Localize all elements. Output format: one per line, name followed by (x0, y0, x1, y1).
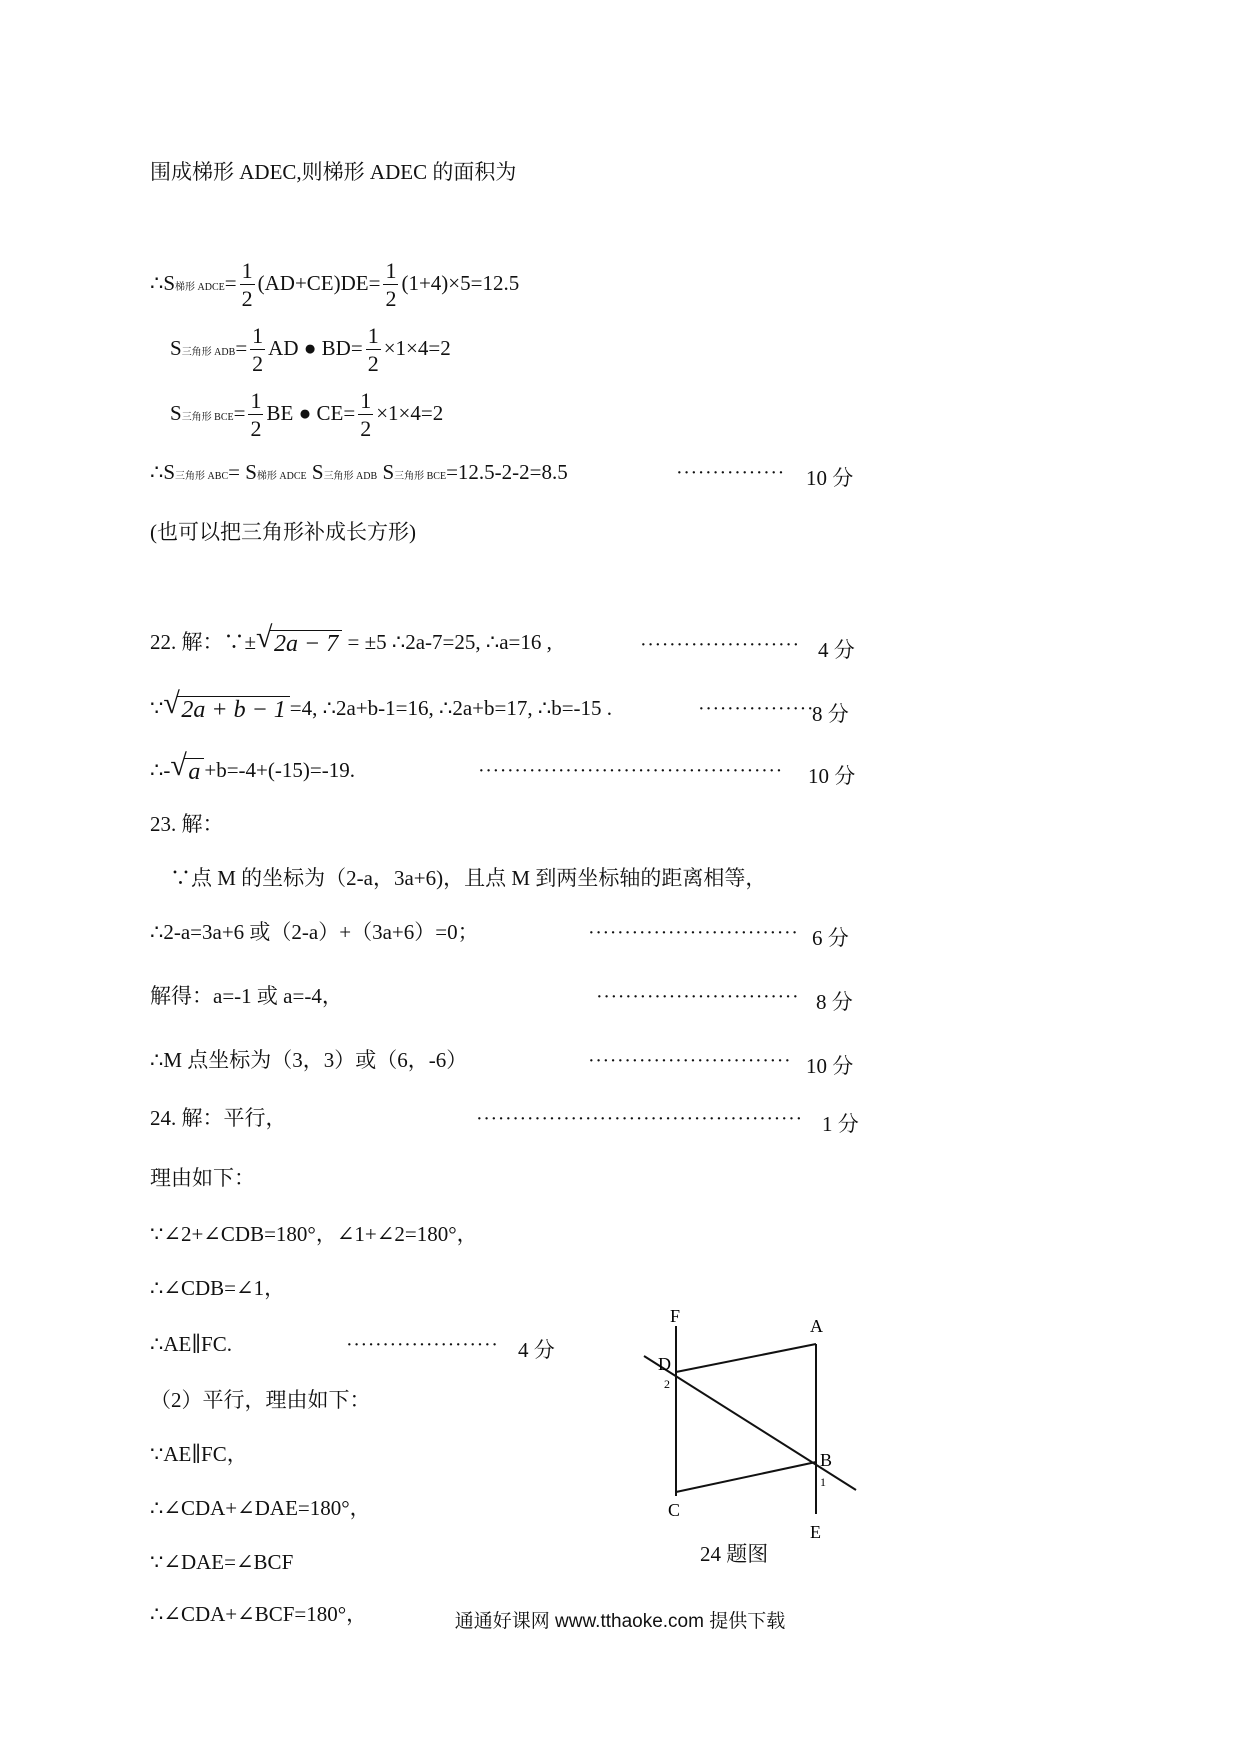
text: S (311, 460, 324, 484)
denominator: 2 (385, 286, 397, 311)
subscript: 梯形 ADCE (256, 471, 307, 482)
sqrt-expression (256, 621, 342, 658)
text: ×1×4=2 (383, 335, 451, 360)
q24-line-6: （2）平行，理由如下： (150, 1388, 371, 1412)
sqrt-expression (163, 687, 289, 724)
fraction-half (240, 260, 255, 310)
dot-leader: ················ (698, 698, 815, 720)
score-4: 4 分 (518, 1338, 555, 1362)
text: BE ● CE= (266, 400, 356, 425)
numerator: 1 (385, 258, 397, 283)
subscript: 三角形 ADB (323, 471, 378, 482)
score-10: 10 分 (806, 466, 854, 490)
radical-sign-icon: √ (163, 687, 180, 721)
label-e: E (810, 1522, 821, 1542)
text: = (235, 335, 248, 360)
radical-sign-icon: √ (256, 621, 273, 655)
text: +b=-4+(-15)=-19. (204, 758, 355, 782)
fraction-half (383, 260, 398, 310)
subscript: 三角形 BCE (394, 471, 447, 482)
numerator: 1 (360, 388, 372, 413)
subscript: 三角形 BCE (181, 411, 234, 423)
dot-leader: ··············· (676, 462, 785, 484)
numerator: 1 (241, 258, 253, 283)
text: 22. 解：∵± (150, 630, 257, 654)
dot-leader: ···························· (588, 1050, 792, 1072)
score-4: 4 分 (818, 638, 855, 662)
dot-leader: ····························· (588, 922, 799, 944)
text: S (170, 335, 182, 360)
score-6: 6 分 (812, 926, 849, 950)
q24-line-8: ∴∠CDA+∠DAE=180°， (150, 1496, 371, 1520)
denominator: 2 (360, 416, 372, 441)
text: ∵ (150, 696, 164, 720)
q24-line-3: ∵∠2+∠CDB=180°，∠1+∠2=180°， (150, 1222, 478, 1246)
text: =12.5-2-2=8.5 (446, 460, 568, 484)
text: (1+4)×5=12.5 (401, 270, 520, 295)
subscript: 三角形 ABC (175, 471, 229, 482)
page-footer: 通通好课网 www.tthaoke.com 提供下载 (454, 1611, 786, 1632)
fraction-half (358, 390, 373, 440)
label-a: A (810, 1316, 823, 1336)
q22-line-1 (150, 621, 552, 658)
alt-note: (也可以把三角形补成长方形) (150, 520, 416, 544)
label-c: C (668, 1500, 681, 1520)
dot-leader: ······················ (640, 634, 800, 656)
numerator: 1 (250, 388, 262, 413)
text: S (382, 460, 395, 484)
q24-line-10: ∴∠CDA+∠BCF=180°， (150, 1602, 368, 1626)
text: ∴- (150, 758, 171, 782)
subscript: 三角形 ADB (181, 346, 236, 358)
score-8: 8 分 (816, 990, 853, 1014)
label-f: F (670, 1306, 681, 1326)
fraction-half (248, 390, 263, 440)
q24-line-7: ∵AE∥FC， (150, 1442, 248, 1466)
denominator: 2 (241, 286, 253, 311)
label-b: B (820, 1450, 833, 1470)
denominator: 2 (250, 416, 262, 441)
trapezoid-intro: 围成梯形 ADEC,则梯形 ADEC 的面积为 (150, 160, 517, 184)
segment-cb (676, 1462, 816, 1492)
score-10: 10 分 (808, 764, 856, 788)
trapezoid-area-line (150, 260, 519, 310)
subscript: 梯形 ADCE (175, 281, 225, 293)
q24-line-4: ∴∠CDB=∠1， (150, 1276, 286, 1300)
fraction-half (250, 325, 265, 375)
text: = (233, 400, 246, 425)
radicand: a (184, 758, 204, 785)
triangle-abc-area-line (150, 458, 568, 491)
label-angle-2: 2 (664, 1377, 670, 1391)
q23-line-2: ∴2-a=3a+6 或（2-a）+（3a+6）=0； (150, 920, 479, 944)
text: (AD+CE)DE= (257, 270, 381, 295)
radicand: 2a − 7 (270, 630, 342, 657)
q24-line-9: ∵∠DAE=∠BCF (150, 1550, 294, 1574)
text: S (170, 400, 182, 425)
sqrt-expression (170, 749, 204, 786)
text: = S (228, 460, 257, 484)
segment-da (676, 1344, 816, 1372)
figure-caption: 24 题图 (700, 1542, 769, 1566)
q23-line-1: ∵点 M 的坐标为（2-a，3a+6)，且点 M 到两坐标轴的距离相等， (170, 866, 767, 890)
label-angle-1: 1 (820, 1475, 826, 1489)
text: ∴S (150, 460, 176, 484)
text: = ±5 ∴2a-7=25, ∴a=16 , (342, 630, 552, 654)
q24-line-5: ∴AE∥FC. (150, 1332, 232, 1356)
q24-figure (630, 1300, 870, 1560)
text: ×1×4=2 (376, 400, 444, 425)
text: =4, ∴2a+b-1=16, ∴2a+b=17, ∴b=-15 . (289, 696, 613, 720)
label-d: D (658, 1354, 671, 1374)
score-1: 1 分 (822, 1112, 859, 1136)
triangle-bce-area-line (170, 390, 443, 440)
q23-title: 23. 解： (150, 812, 224, 836)
text: = (224, 270, 237, 295)
text: AD ● BD= (268, 335, 363, 360)
score-8: 8 分 (812, 702, 849, 726)
triangle-adb-area-line (170, 325, 451, 375)
fraction-half (366, 325, 381, 375)
q24-line-1: 24. 解：平行， (150, 1106, 287, 1130)
dot-leader: ····················· (346, 1334, 499, 1356)
denominator: 2 (252, 351, 264, 376)
score-10: 10 分 (806, 1054, 854, 1078)
dot-leader: ············································· (476, 1108, 803, 1130)
q22-line-2 (150, 687, 613, 724)
q23-line-4: ∴M 点坐标为（3，3）或（6，-6） (150, 1048, 468, 1072)
q23-line-3: 解得：a=-1 或 a=-4， (150, 984, 343, 1008)
numerator: 1 (252, 323, 264, 348)
numerator: 1 (367, 323, 379, 348)
text: ∴S (150, 270, 176, 295)
dot-leader: ·········································· (478, 760, 783, 782)
radical-sign-icon: √ (170, 749, 187, 783)
dot-leader: ···························· (596, 986, 800, 1008)
radicand: 2a + b − 1 (177, 696, 289, 723)
denominator: 2 (367, 351, 379, 376)
q24-line-2: 理由如下： (150, 1166, 255, 1190)
q22-line-3 (150, 749, 355, 786)
